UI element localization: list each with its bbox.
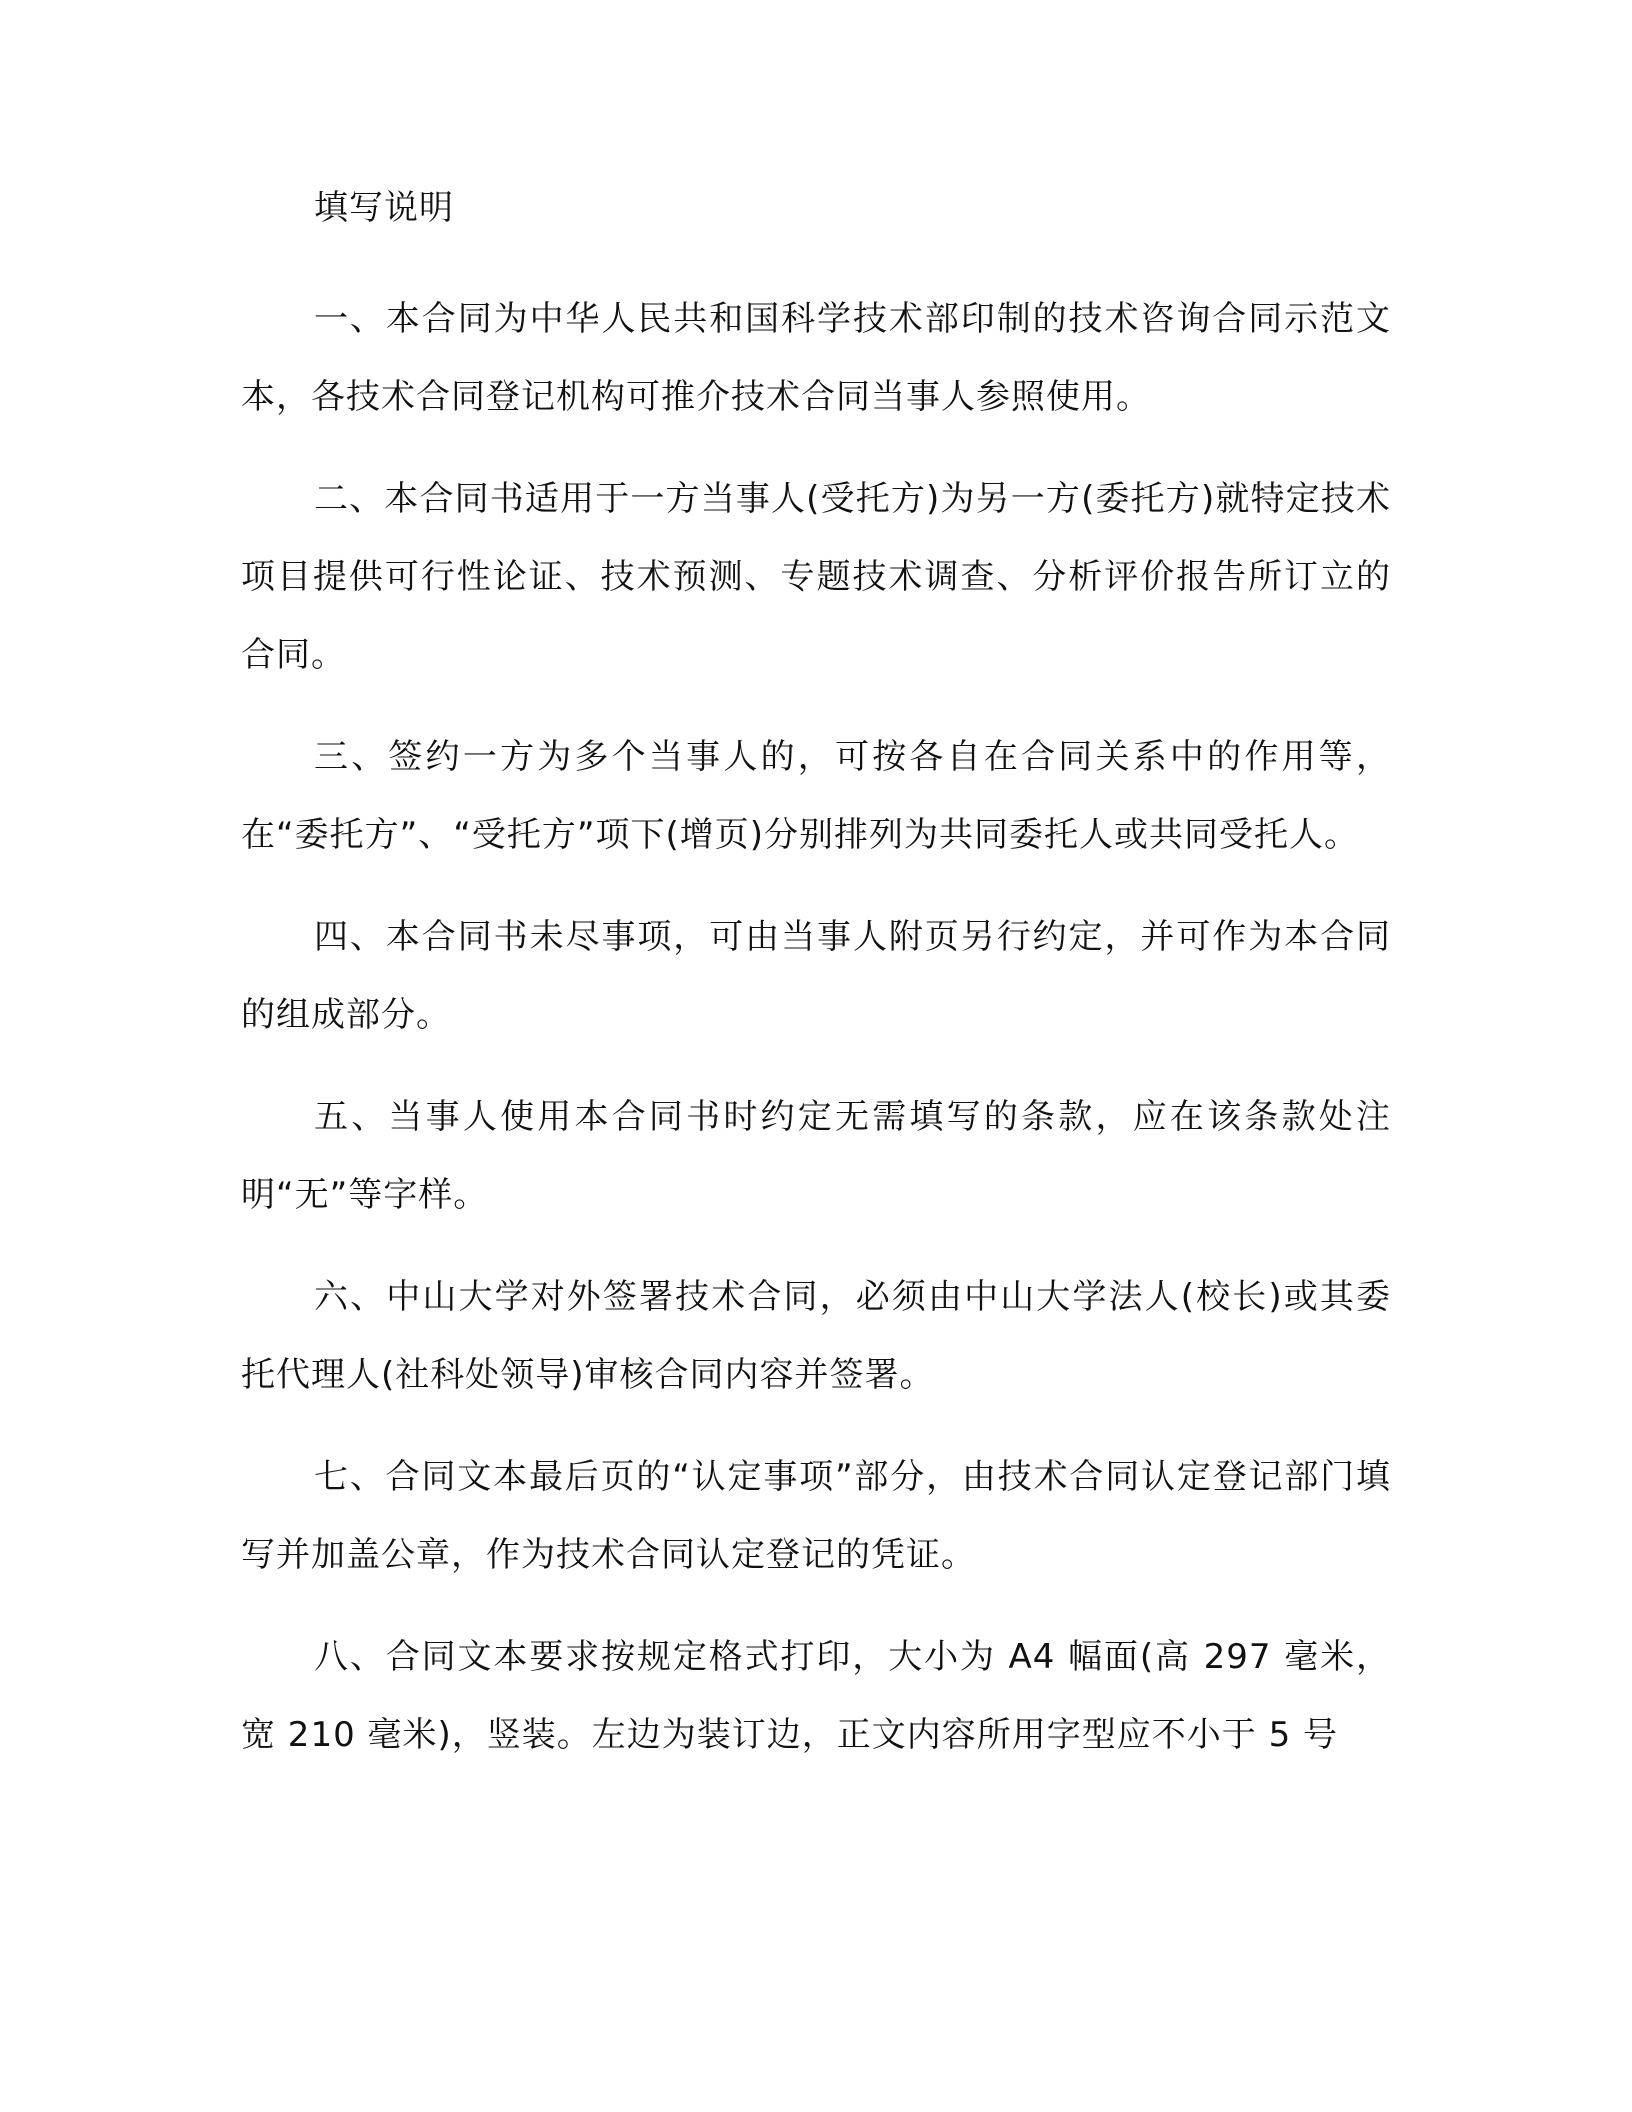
instruction-item-1: 一、本合同为中华人民共和国科学技术部印制的技术咨询合同示范文本，各技术合同登记机构可推介技术合同当事人参照使用。	[241, 299, 1391, 417]
instructions-title: 填写说明	[314, 188, 454, 228]
instruction-item-3: 三、签约一方为多个当事人的，可按各自在合同关系中的作用等，在“委托方”、“受托方”项下(增页)分别排列为共同委托人或共同受托人。	[241, 737, 1391, 855]
instruction-item-5: 五、当事人使用本合同书时约定无需填写的条款，应在该条款处注明“无”等字样。	[241, 1097, 1391, 1215]
instructions-body	[241, 188, 1391, 1798]
instruction-item-7: 七、合同文本最后页的“认定事项”部分，由技术合同认定登记部门填写并加盖公章，作为技术合同认定登记的凭证。	[241, 1457, 1391, 1575]
instruction-item-8: 八、合同文本要求按规定格式打印，大小为 A4 幅面(高 297 毫米，宽 210 毫米)，竖装。左边为装订边，正文内容所用字型应不小于 5 号	[241, 1637, 1391, 1755]
instruction-item-2: 二、本合同书适用于一方当事人(受托方)为另一方(委托方)就特定技术项目提供可行性论证、技术预测、专题技术调查、分析评价报告所订立的合同。	[241, 479, 1391, 675]
instruction-item-4: 四、本合同书未尽事项，可由当事人附页另行约定，并可作为本合同的组成部分。	[241, 917, 1391, 1035]
instruction-item-6: 六、中山大学对外签署技术合同，必须由中山大学法人(校长)或其委托代理人(社科处领导)审核合同内容并签署。	[241, 1277, 1391, 1395]
